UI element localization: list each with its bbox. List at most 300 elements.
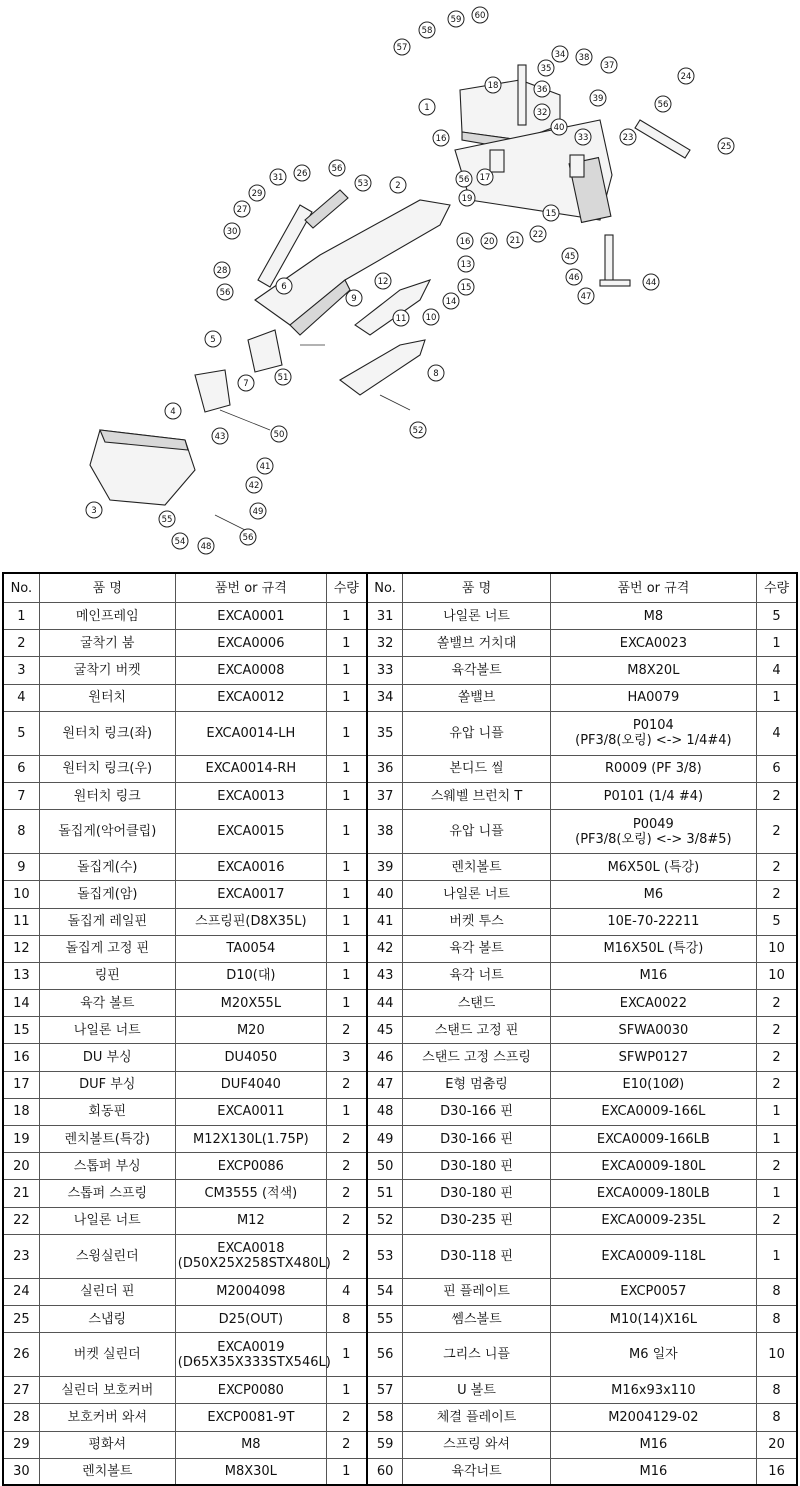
callout-number: 6 [281,282,287,292]
cell-name: 스프링 와셔 [403,1431,550,1458]
callout-number: 29 [251,189,263,199]
cell-spec [550,908,757,935]
spec-line: 10E-70-22211 [607,914,700,930]
callout-number: 53 [357,179,369,189]
spec-line: EXCP0080 [217,1382,284,1398]
callout-number: 4 [170,407,176,417]
cell-spec [175,854,326,881]
table-row [3,990,797,1017]
cell-name: 쏠밸브 거치대 [403,630,550,657]
cell-no: 38 [367,810,403,854]
callout-55 [159,511,175,527]
spec-line: SFWA0030 [618,1022,689,1038]
table-row [3,1044,797,1071]
spec-line: (PF3/8(오링) <-> 3/8#5) [575,831,732,847]
callout-number: 54 [174,537,186,547]
cell-no: 13 [3,962,39,989]
cell-name: 원터치 링크(우) [39,755,175,782]
spec-line: M16 [639,1464,668,1480]
spec-line: EXCA0009-180L [601,1158,706,1174]
callout-number: 10 [425,313,437,323]
cell-name: 돌집게(암) [39,881,175,908]
cell-no: 32 [367,630,403,657]
cell-no: 49 [367,1126,403,1153]
cell-spec [550,1071,757,1098]
cell-name: 원터치 [39,684,175,711]
cell-name: 쎔스볼트 [403,1305,550,1332]
callout-number: 3 [91,506,97,516]
cell-name: DU 부싱 [39,1044,175,1071]
cell-spec [550,854,757,881]
callout-number: 21 [509,236,521,246]
cell-no: 52 [367,1207,403,1234]
callout-52 [410,422,426,438]
cell-name: D30-118 핀 [403,1234,550,1278]
cell-no: 47 [367,1071,403,1098]
cell-no: 51 [367,1180,403,1207]
callout-number: 55 [161,515,173,525]
cell-spec [175,1431,326,1458]
cell-qty: 8 [757,1305,797,1332]
main-frame-drawing [455,80,612,222]
cell-no: 44 [367,990,403,1017]
callout-60 [472,7,488,23]
cell-qty: 2 [757,782,797,809]
table-row [3,962,797,989]
cell-spec [175,1404,326,1431]
callout-13 [458,256,474,272]
cell-qty: 4 [757,711,797,755]
cell-spec [550,684,757,711]
cell-spec [550,1180,757,1207]
callout-44 [643,274,659,290]
cell-qty: 4 [757,657,797,684]
cell-qty: 1 [757,1098,797,1125]
cell-no: 5 [3,711,39,755]
cell-no: 37 [367,782,403,809]
cell-name: 굴착기 버켓 [39,657,175,684]
callout-number: 42 [248,481,260,491]
cell-no: 15 [3,1017,39,1044]
callout-number: 2 [395,181,401,191]
callout-number: 52 [412,426,424,436]
cell-no: 23 [3,1234,39,1278]
cell-name: 버켓 실린더 [39,1333,175,1377]
swing-cylinder-drawing [635,120,690,158]
table-row [3,935,797,962]
callout-17 [477,169,493,185]
cell-spec [550,1153,757,1180]
cell-name: 회동핀 [39,1098,175,1125]
callout-20 [481,233,497,249]
cell-qty: 5 [757,603,797,630]
cell-spec [550,603,757,630]
callout-34 [552,46,568,62]
cell-no: 57 [367,1377,403,1404]
callout-number: 16 [459,237,471,247]
callout-56 [655,96,671,112]
callout-53 [355,175,371,191]
cell-name: D30-235 핀 [403,1207,550,1234]
table-row [3,1305,797,1332]
callout-number: 41 [259,462,271,472]
cell-name: 육각볼트 [403,657,550,684]
callout-22 [530,226,546,242]
cell-qty: 1 [326,810,366,854]
cell-name: 원터치 링크 [39,782,175,809]
cell-name: 돌집게(악어클립) [39,810,175,854]
callout-number: 16 [435,134,447,144]
spec-line: (D65X35X333STX546L) [177,1354,331,1370]
spec-line: EXCA0018 [217,1241,285,1257]
cell-spec [175,881,326,908]
cell-name: 육각 볼트 [403,935,550,962]
callout-number: 27 [236,205,248,215]
cell-spec [550,1305,757,1332]
cell-spec [175,630,326,657]
spec-line: (D50X25X258STX480L) [177,1256,331,1272]
callout-number: 56 [331,164,343,174]
table-row [3,1098,797,1125]
table-row [3,782,797,809]
cell-name: 본디드 씰 [403,755,550,782]
cell-name: E형 멈춤링 [403,1071,550,1098]
spec-line: M8X20L [627,662,680,678]
callout-8 [428,365,444,381]
cell-no: 58 [367,1404,403,1431]
spec-line: P0104 [632,718,674,734]
spec-line: EXCA0019 [217,1339,285,1355]
callout-19 [459,190,475,206]
cell-qty: 2 [757,1207,797,1234]
spec-line: M12 [236,1213,265,1229]
spec-line: D10(대) [226,968,276,984]
cell-spec [550,782,757,809]
table-row [3,1278,797,1305]
boom-drawing [255,200,450,335]
cell-spec [175,657,326,684]
cell-qty: 2 [326,1207,366,1234]
cell-qty: 2 [757,1017,797,1044]
cell-spec [175,1305,326,1332]
callout-number: 5 [210,335,216,345]
callout-40 [551,119,567,135]
table-row [3,1126,797,1153]
spec-line: R0009 (PF 3/8) [604,761,702,777]
cell-qty: 1 [326,684,366,711]
cell-name: 메인프레임 [39,603,175,630]
cell-no: 2 [3,630,39,657]
spec-line: EXCA0012 [217,690,285,706]
cell-qty: 10 [757,935,797,962]
callout-number: 48 [200,542,212,552]
cell-qty: 1 [326,935,366,962]
callout-5 [205,331,221,347]
cell-spec [550,1234,757,1278]
spec-line: EXCA0006 [217,635,285,651]
cell-spec [550,1278,757,1305]
spec-line: HA0079 [627,690,680,706]
cell-name: 돌집게 레일핀 [39,908,175,935]
callout-21 [507,232,523,248]
cell-no: 33 [367,657,403,684]
spec-line: M20X55L [220,995,282,1011]
spec-line: M2004129-02 [608,1409,699,1425]
callout-11 [393,310,409,326]
spec-line: M8 [241,1437,261,1453]
callout-number: 22 [532,230,544,240]
callout-43 [212,428,228,444]
callout-10 [423,309,439,325]
cell-qty: 1 [326,630,366,657]
spec-line: M16 [639,1437,668,1453]
cell-qty: 1 [326,1098,366,1125]
spec-line: EXCA0014-RH [205,761,297,777]
spec-line: EXCA0016 [217,859,285,875]
spec-line: CM3555 (적색) [204,1185,298,1201]
cell-no: 27 [3,1377,39,1404]
cell-name: 쏠밸브 [403,684,550,711]
spec-line: M20 [236,1022,265,1038]
cell-spec [550,1017,757,1044]
callout-47 [578,288,594,304]
callout-number: 59 [450,15,462,25]
table-row [3,854,797,881]
callout-number: 34 [554,50,566,60]
cell-no: 18 [3,1098,39,1125]
cell-no: 48 [367,1098,403,1125]
stand-drawing [600,235,630,286]
callout-23 [620,129,636,145]
callout-32 [534,104,550,120]
cell-spec [550,1333,757,1377]
callout-2 [390,177,406,193]
cell-spec [175,962,326,989]
cell-qty: 1 [326,657,366,684]
cell-spec [550,962,757,989]
callout-6 [276,278,292,294]
spec-line: EXCA0015 [217,824,285,840]
spec-line: M12X130L(1.75P) [193,1131,309,1147]
callout-number: 51 [277,373,289,383]
cell-no: 20 [3,1153,39,1180]
cell-qty: 10 [757,962,797,989]
table-row [3,1404,797,1431]
header-spec-left: 품번 or 규격 [175,573,326,603]
cell-qty: 1 [326,854,366,881]
table-row [3,1431,797,1458]
cell-name: 나일론 너트 [39,1017,175,1044]
cell-qty: 20 [757,1431,797,1458]
callout-50 [271,426,287,442]
spec-line: D25(OUT) [218,1311,284,1327]
header-no-left: No. [3,573,39,603]
cell-spec [550,935,757,962]
cell-spec [175,711,326,755]
cell-spec [175,990,326,1017]
parts-table-body [3,603,797,1486]
header-qty-right: 수량 [757,573,797,603]
callout-27 [234,201,250,217]
cell-no: 59 [367,1431,403,1458]
cell-spec [550,1404,757,1431]
callout-7 [238,375,254,391]
cell-qty: 2 [326,1431,366,1458]
spec-line: M10(14)X16L [609,1311,697,1327]
cell-name: 유압 니플 [403,810,550,854]
cell-name: D30-166 핀 [403,1126,550,1153]
callout-29 [249,185,265,201]
table-row [3,630,797,657]
cell-qty: 2 [757,810,797,854]
callout-number: 9 [351,294,357,304]
cell-no: 14 [3,990,39,1017]
spec-line: M8 [643,608,664,624]
callout-36 [534,81,550,97]
cell-name: 평화셔 [39,1431,175,1458]
cell-spec [175,1278,326,1305]
callout-number: 47 [580,292,592,302]
cell-name: D30-180 핀 [403,1180,550,1207]
spec-line: M2004098 [216,1284,286,1300]
cell-spec [550,1126,757,1153]
callout-15 [543,205,559,221]
callout-48 [198,538,214,554]
spec-line: DUF4040 [220,1077,281,1093]
table-row [3,1017,797,1044]
cell-spec [175,908,326,935]
cell-qty: 2 [326,1404,366,1431]
cell-no: 53 [367,1234,403,1278]
cell-no: 17 [3,1071,39,1098]
table-row [3,1071,797,1098]
cell-no: 39 [367,854,403,881]
cell-no: 19 [3,1126,39,1153]
cell-qty: 1 [326,1333,366,1377]
exploded-parts-diagram [0,0,800,562]
cell-name: 나일론 너트 [39,1207,175,1234]
cell-qty: 8 [757,1278,797,1305]
table-row [3,1234,797,1278]
cell-no: 30 [3,1458,39,1485]
callout-number: 33 [577,133,589,143]
cell-name: 실린더 보호커버 [39,1377,175,1404]
cell-qty: 2 [757,854,797,881]
callout-number: 14 [445,297,457,307]
callout-24 [678,68,694,84]
callout-37 [601,57,617,73]
cell-no: 60 [367,1458,403,1485]
cell-spec [175,1207,326,1234]
spec-line: P0049 [632,816,674,832]
cell-qty: 1 [326,990,366,1017]
cell-no: 55 [367,1305,403,1332]
callout-number: 45 [564,252,576,262]
cell-no: 34 [367,684,403,711]
cell-spec [550,755,757,782]
header-no-right: No. [367,573,403,603]
cell-qty: 2 [757,1153,797,1180]
cell-name: 핀 플레이트 [403,1278,550,1305]
cell-name: 스웨벨 브런치 T [403,782,550,809]
spec-line: EXCA0009-180LB [596,1185,710,1201]
cell-qty: 2 [326,1017,366,1044]
callout-1 [419,99,435,115]
cell-no: 36 [367,755,403,782]
callout-number: 38 [578,53,590,63]
spec-line: M6 [643,886,664,902]
cell-name: DUF 부싱 [39,1071,175,1098]
callout-number: 19 [461,194,473,204]
cell-no: 6 [3,755,39,782]
spec-line: M16x93x110 [611,1382,696,1398]
spec-line: M8X30L [224,1464,277,1480]
cell-qty: 4 [326,1278,366,1305]
cell-no: 45 [367,1017,403,1044]
callout-14 [443,293,459,309]
callout-35 [538,60,554,76]
cell-qty: 1 [326,755,366,782]
cell-qty: 3 [326,1044,366,1071]
cell-name: 렌치볼트(특강) [39,1126,175,1153]
cell-spec [175,782,326,809]
cell-name: 원터치 링크(좌) [39,711,175,755]
callout-number: 32 [536,108,548,118]
callout-56 [217,284,233,300]
cell-spec [175,1071,326,1098]
cell-name: 버켓 투스 [403,908,550,935]
cell-spec [550,657,757,684]
callout-3 [86,502,102,518]
spec-line: E10(10Ø) [622,1077,685,1093]
cell-spec [550,810,757,854]
cell-no: 24 [3,1278,39,1305]
cell-qty: 1 [757,684,797,711]
spec-line: M16X50L (특강) [603,941,704,957]
callout-number: 1 [424,103,430,113]
cell-name: 육각 볼트 [39,990,175,1017]
cell-qty: 8 [757,1404,797,1431]
cell-name: 스톱퍼 부싱 [39,1153,175,1180]
cell-name: 렌치볼트 [403,854,550,881]
spec-line: (PF3/8(오링) <-> 1/4#4) [575,733,732,749]
callout-18 [485,77,501,93]
spec-line: EXCP0057 [620,1284,687,1300]
callout-51 [275,369,291,385]
cell-spec [550,881,757,908]
callout-41 [257,458,273,474]
callout-39 [590,90,606,106]
cell-spec [175,810,326,854]
spec-line: EXCA0011 [217,1104,285,1120]
cell-name: 스윙실린더 [39,1234,175,1278]
callout-56 [456,171,472,187]
cell-name: 육각너트 [403,1458,550,1485]
cell-qty: 5 [757,908,797,935]
cell-spec [175,755,326,782]
cell-name: 보호커버 와셔 [39,1404,175,1431]
cell-spec [550,630,757,657]
cell-qty: 2 [326,1126,366,1153]
callout-59 [448,11,464,27]
callout-number: 36 [536,85,548,95]
cell-qty: 8 [326,1305,366,1332]
cell-name: 스톱퍼 스프링 [39,1180,175,1207]
cell-no: 41 [367,908,403,935]
cell-no: 54 [367,1278,403,1305]
spec-line: EXCA0009-118L [601,1248,706,1264]
callout-number: 58 [421,26,433,36]
